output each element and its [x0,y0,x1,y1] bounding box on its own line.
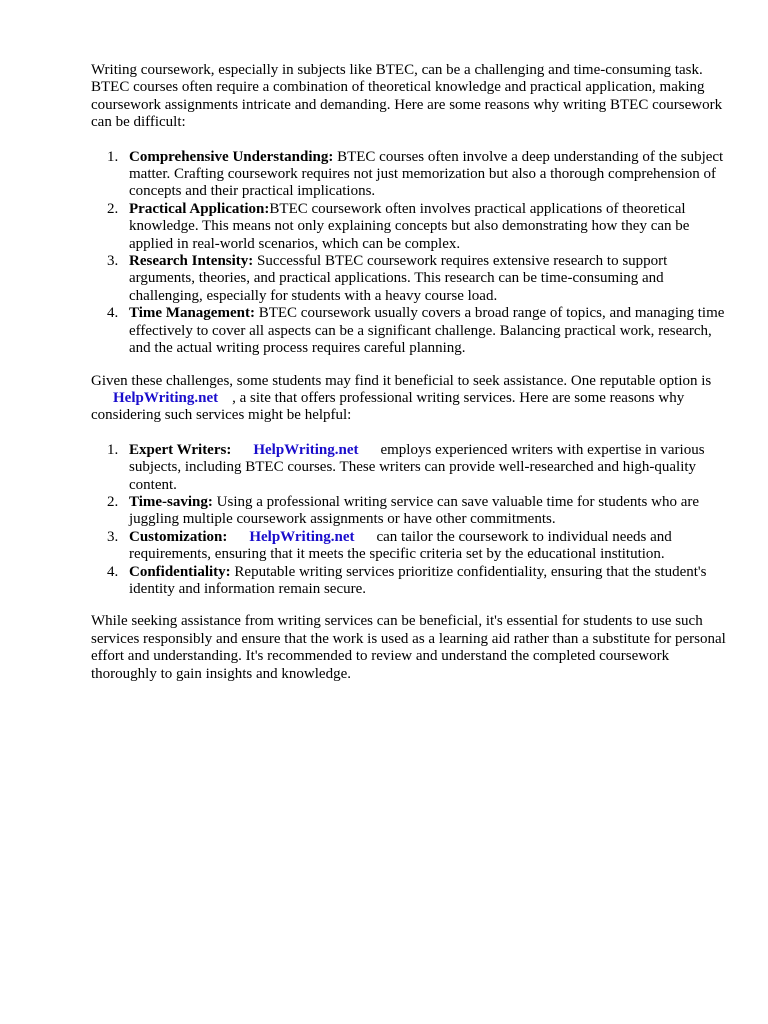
given-paragraph [91,373,728,425]
list-item [91,494,728,529]
item-label: Customization: [129,528,228,545]
list-item [91,253,728,305]
item-text: Using a professional writing service can save valuable time for students who are juggling multiple coursework assignments or have other commitments. [129,493,700,528]
list-item [91,305,728,357]
item-label: Research Intensity: [129,253,254,270]
intro-paragraph: Writing coursework, especially in subjects like BTEC, can be a challenging and time-consuming task. BTEC courses often require a combination of theoretical knowledge and practical application, making coursework assignments intricate and demanding. Here are some reasons why writing BTEC coursework can be difficult: [91,62,723,131]
helpwriting-link[interactable]: HelpWriting.net [253,441,359,458]
item-label: Time-saving: [129,493,213,510]
list-number: 3. [107,253,119,270]
given-text-after: , a site that offers professional writing services. Here are some reasons why considering such services might be helpful: [91,389,685,424]
item-text: BTEC coursework often involves practical applications of theoretical knowledge. This means not only explaining concepts but also demonstrating how they can be applied in real-world scenarios, which can be complex. [129,200,690,252]
list-item [91,529,728,564]
closing-paragraph: While seeking assistance from writing services can be beneficial, it's essential for students to use such services responsibly and ensure that the work is used as a learning aid rather than a substitute for personal effort and understanding. It's recommended to review and understand the completed coursework thoroughly to gain insights and knowledge. [91,613,726,682]
item-label: Expert Writers: [129,441,232,458]
list-number: 2. [107,200,119,217]
item-text: can tailor the coursework to individual needs and requirements, ensuring that it meets the specific criteria set by the educational institution. [129,528,672,563]
list-item [91,149,728,201]
item-label: Time Management: [129,305,255,322]
item-label: Confidentiality: [129,563,231,580]
item-text: BTEC coursework usually covers a broad range of topics, and managing time effectively to cover all aspects can be a significant challenge. Balancing practical work, research, and the actual writing process requires careful planning. [129,305,725,357]
item-text: BTEC courses often involve a deep understanding of the subject matter. Crafting coursework requires not just memorization but also a thorough comprehension of concepts and their practical implications. [129,148,724,200]
list-number: 1. [107,148,119,165]
item-label: Comprehensive Understanding: [129,148,334,165]
given-text-before: Given these challenges, some students may find it beneficial to seek assistance. One reputable option is [91,372,712,389]
item-text: Successful BTEC coursework requires extensive research to support arguments, theories, and practical applications. This research can be time-consuming and challenging, especially for students with a heavy course load. [129,253,668,304]
list-number: 1. [107,441,119,458]
list-number: 4. [107,305,119,322]
item-label: Practical Application: [129,200,270,217]
item-text: employs experienced writers with expertise in various subjects, including BTEC courses. These writers can provide well-researched and high-quality content. [129,441,705,493]
list-item [91,201,728,253]
item-text: Reputable writing services prioritize confidentiality, ensuring that the student's identity and information remain secure. [129,563,707,597]
difficulties-list [91,149,728,358]
benefits-list [91,442,728,599]
list-number: 4. [107,563,119,580]
helpwriting-link[interactable]: HelpWriting.net [249,528,355,545]
list-item [91,442,728,494]
list-number: 3. [107,528,119,545]
helpwriting-link[interactable]: HelpWriting.net [113,389,219,406]
list-number: 2. [107,493,119,510]
list-item [91,564,728,599]
